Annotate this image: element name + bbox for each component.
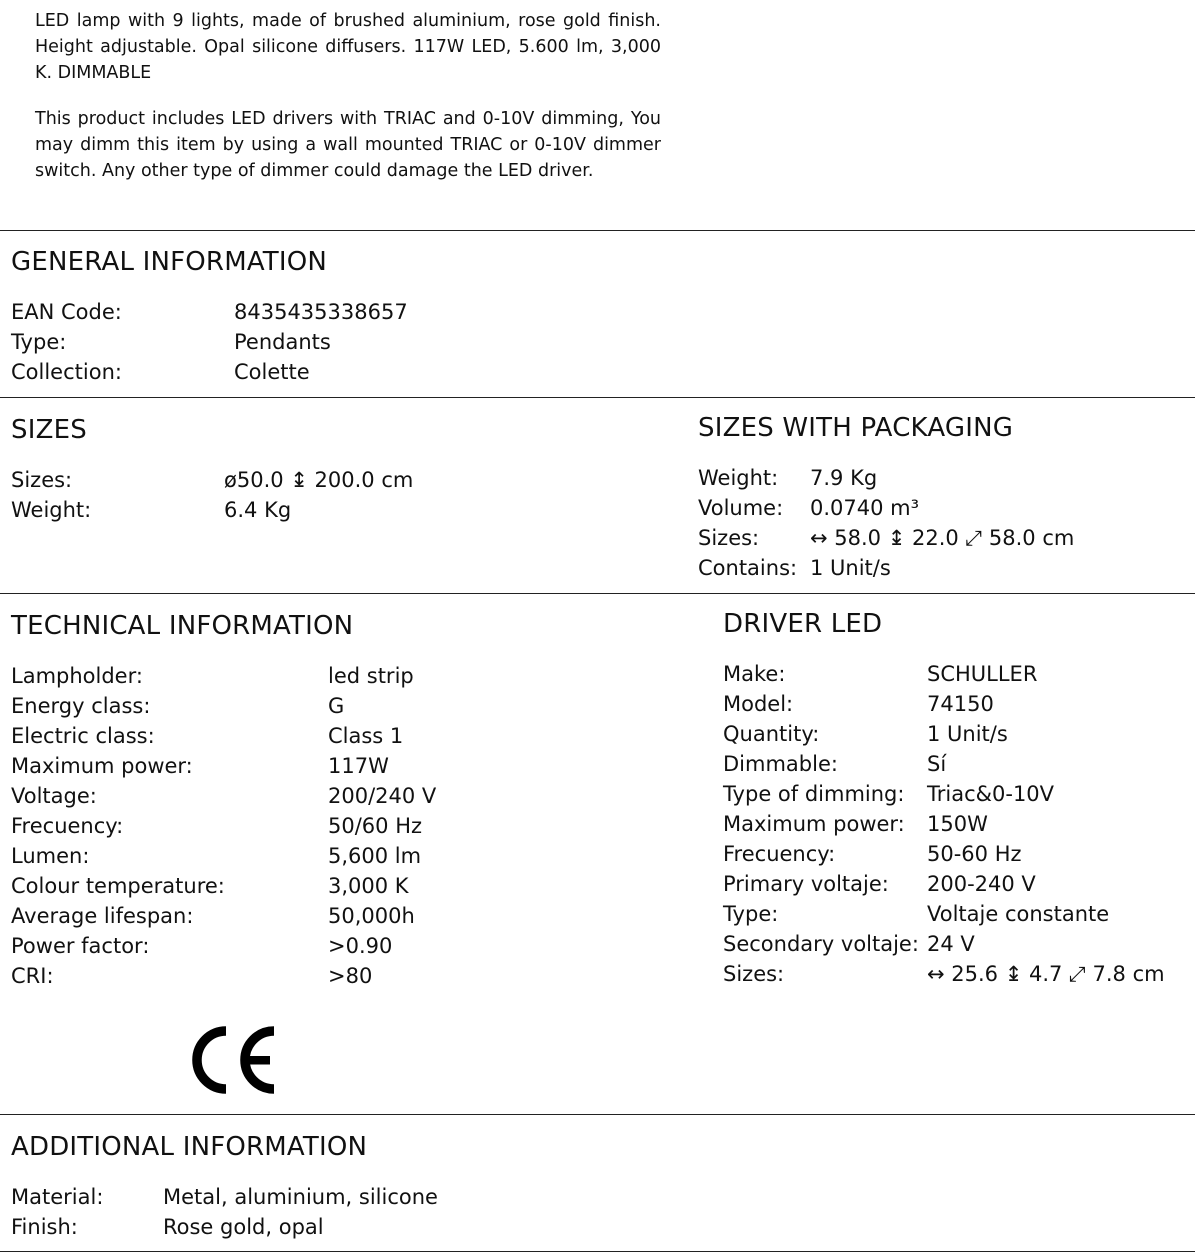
ce-mark-icon — [190, 1024, 282, 1096]
row-value: 6.4 Kg — [224, 498, 292, 522]
sizes-title: SIZES — [11, 415, 87, 445]
row-value: 150W — [927, 812, 988, 836]
additional-row-material — [11, 1182, 611, 1212]
additional-information-table — [11, 1182, 611, 1242]
technical-row — [11, 961, 671, 991]
driver-row — [723, 779, 1188, 809]
driver-row — [723, 749, 1188, 779]
row-label: Lampholder: — [11, 664, 143, 688]
row-value: 0.0740 m³ — [810, 496, 920, 520]
row-label: Type: — [11, 330, 67, 354]
row-label: Collection: — [11, 360, 122, 384]
driver-led-table — [723, 659, 1188, 989]
row-label: Voltage: — [11, 784, 97, 808]
packaging-row-sizes — [698, 523, 1178, 553]
row-label: Type: — [723, 902, 779, 926]
row-label: Secondary voltaje: — [723, 932, 919, 956]
description-paragraph-2: This product includes LED drivers with TRIAC and 0-10V dimming, You may dimm this item by using a wall mounted TRIAC or 0-10V dimmer switch. Any other type of dimmer could damage the LED driver. — [35, 109, 661, 181]
general-row-collection — [11, 357, 611, 387]
row-label: Sizes: — [698, 526, 760, 550]
packaging-row-weight — [698, 463, 1178, 493]
driver-row — [723, 959, 1188, 989]
section-divider — [0, 593, 1195, 594]
row-value: 1 Unit/s — [927, 722, 1008, 746]
driver-led-title: DRIVER LED — [723, 609, 883, 639]
row-label: Lumen: — [11, 844, 90, 868]
row-value: 8435435338657 — [234, 300, 408, 324]
row-label: Electric class: — [11, 724, 155, 748]
driver-row — [723, 719, 1188, 749]
row-value: ↔ 58.0 ↨ 22.0 ⤢ 58.0 cm — [810, 526, 1075, 550]
packaging-row-volume — [698, 493, 1178, 523]
section-divider — [0, 1251, 1195, 1252]
driver-row — [723, 689, 1188, 719]
description-paragraph-1: LED lamp with 9 lights, made of brushed aluminium, rose gold finish. Height adjustable. Opal silicone diffusers. 117W LED, 5.600 lm, 3,000 K. DIMMABLE — [35, 11, 661, 83]
row-value: ↔ 25.6 ↨ 4.7 ⤢ 7.8 cm — [927, 962, 1165, 986]
row-label: Material: — [11, 1185, 104, 1209]
row-value: 117W — [328, 754, 389, 778]
product-description — [35, 8, 661, 204]
row-label: Frecuency: — [11, 814, 124, 838]
row-value: led strip — [328, 664, 414, 688]
additional-information-title: ADDITIONAL INFORMATION — [11, 1132, 368, 1162]
sizes-table — [11, 465, 611, 525]
row-label: Primary voltaje: — [723, 872, 889, 896]
row-value: G — [328, 694, 345, 718]
row-value: Pendants — [234, 330, 331, 354]
technical-row — [11, 661, 671, 691]
row-value: 50-60 Hz — [927, 842, 1022, 866]
row-value: 5,600 lm — [328, 844, 422, 868]
driver-row — [723, 869, 1188, 899]
row-value: Triac&0-10V — [927, 782, 1055, 806]
section-divider — [0, 397, 1195, 398]
row-label: Quantity: — [723, 722, 820, 746]
row-value: 200-240 V — [927, 872, 1036, 896]
driver-row — [723, 809, 1188, 839]
sizes-row-sizes — [11, 465, 611, 495]
technical-row — [11, 901, 671, 931]
packaging-sizes-table — [698, 463, 1178, 583]
driver-row — [723, 839, 1188, 869]
row-label: Weight: — [11, 498, 92, 522]
row-value: Metal, aluminium, silicone — [163, 1185, 438, 1209]
technical-row — [11, 691, 671, 721]
driver-row — [723, 929, 1188, 959]
row-value: 24 V — [927, 932, 975, 956]
general-row-ean — [11, 297, 611, 327]
row-label: Power factor: — [11, 934, 150, 958]
general-row-type — [11, 327, 611, 357]
driver-row — [723, 659, 1188, 689]
row-value: ø50.0 ↨ 200.0 cm — [224, 468, 414, 492]
driver-row — [723, 899, 1188, 929]
row-value: Voltaje constante — [927, 902, 1110, 926]
row-value: Class 1 — [328, 724, 404, 748]
technical-row — [11, 841, 671, 871]
row-label: Type of dimming: — [723, 782, 905, 806]
row-value: Colette — [234, 360, 310, 384]
row-value: 74150 — [927, 692, 994, 716]
row-label: Average lifespan: — [11, 904, 194, 928]
row-value: 7.9 Kg — [810, 466, 878, 490]
row-value: >0.90 — [328, 934, 393, 958]
row-label: Contains: — [698, 556, 798, 580]
row-label: Make: — [723, 662, 786, 686]
section-divider — [0, 1114, 1195, 1115]
section-divider — [0, 230, 1195, 231]
sizes-row-weight — [11, 495, 611, 525]
additional-row-finish — [11, 1212, 611, 1242]
row-label: Dimmable: — [723, 752, 838, 776]
technical-row — [11, 751, 671, 781]
row-value: >80 — [328, 964, 373, 988]
technical-information-title: TECHNICAL INFORMATION — [11, 611, 354, 641]
row-value: SCHULLER — [927, 662, 1038, 686]
row-value: Rose gold, opal — [163, 1215, 324, 1239]
row-value: 3,000 K — [328, 874, 409, 898]
row-label: EAN Code: — [11, 300, 122, 324]
row-value: 200/240 V — [328, 784, 437, 808]
row-label: Maximum power: — [723, 812, 905, 836]
technical-row — [11, 811, 671, 841]
technical-information-table — [11, 661, 671, 991]
row-label: Colour temperature: — [11, 874, 225, 898]
general-information-table — [11, 297, 611, 387]
row-label: Frecuency: — [723, 842, 836, 866]
row-value: 50/60 Hz — [328, 814, 423, 838]
row-label: Sizes: — [11, 468, 73, 492]
row-value: Sí — [927, 752, 947, 776]
row-label: Sizes: — [723, 962, 785, 986]
technical-row — [11, 931, 671, 961]
technical-row — [11, 721, 671, 751]
row-value: 50,000h — [328, 904, 415, 928]
packaging-sizes-title: SIZES WITH PACKAGING — [698, 413, 1014, 443]
row-label: Weight: — [698, 466, 779, 490]
row-label: CRI: — [11, 964, 54, 988]
technical-row — [11, 781, 671, 811]
row-label: Model: — [723, 692, 794, 716]
row-value: 1 Unit/s — [810, 556, 891, 580]
general-information-title: GENERAL INFORMATION — [11, 247, 328, 277]
row-label: Finish: — [11, 1215, 78, 1239]
technical-row — [11, 871, 671, 901]
row-label: Maximum power: — [11, 754, 193, 778]
packaging-row-contains — [698, 553, 1178, 583]
row-label: Energy class: — [11, 694, 151, 718]
row-label: Volume: — [698, 496, 784, 520]
